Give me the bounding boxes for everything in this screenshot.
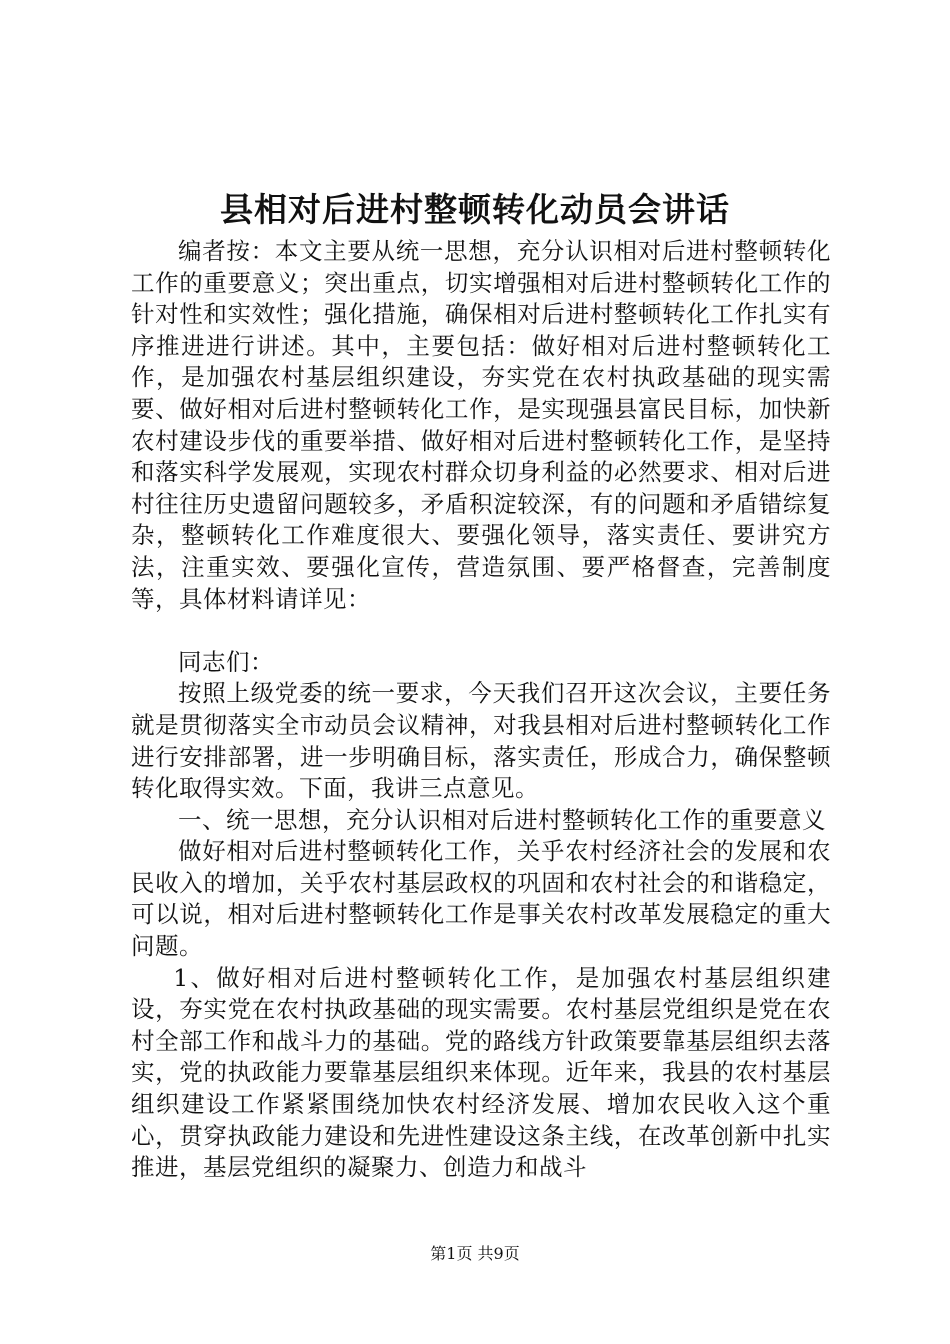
document-title: 县相对后进村整顿转化动员会讲话 xyxy=(220,190,730,229)
body-paragraph: 做好相对后进村整顿转化工作，关乎农村经济社会的发展和农民收入的增加，关乎农村基层政权的巩固和农村社会的和谐稳定，可以说，相对后进村整顿转化工作是事关农村改革发展稳定的重大问题。 xyxy=(131,837,831,961)
body-paragraph: 按照上级党委的统一要求，今天我们召开这次会议，主要任务就是贯彻落实全市动员会议精神，对我县相对后进村整顿转化工作进行安排部署，进一步明确目标，落实责任，形成合力，确保整顿转化取得实效。下面，我讲三点意见。 xyxy=(131,679,831,803)
document-body xyxy=(131,236,831,1184)
page-number-footer: 第1页 共9页 xyxy=(430,1244,520,1263)
numbered-paragraph: 1、做好相对后进村整顿转化工作，是加强农村基层组织建设，夯实党在农村执政基础的现实需要。农村基层党组织是党在农村全部工作和战斗力的基础。党的路线方针政策要靠基层组织去落实，党的执政能力要靠基层组织来体现。近年来，我县的农村基层组织建设工作紧紧围绕加快农村经济发展、增加农民收入这个重心，贯穿执政能力建设和先进性建设这条主线，在改革创新中扎实推进，基层党组织的凝聚力、创造力和战斗 xyxy=(131,963,831,1182)
editor-note-paragraph: 编者按：本文主要从统一思想，充分认识相对后进村整顿转化工作的重要意义；突出重点，切实增强相对后进村整顿转化工作的针对性和实效性；强化措施，确保相对后进村整顿转化工作扎实有序推进进行讲述。其中，主要包括：做好相对后进村整顿转化工作，是加强农村基层组织建设，夯实党在农村执政基础的现实需要、做好相对后进村整顿转化工作，是实现强县富民目标，加快新农村建设步伐的重要举措、做好相对后进村整顿转化工作，是坚持和落实科学发展观，实现农村群众切身利益的必然要求、相对后进村往往历史遗留问题较多，矛盾积淀较深，有的问题和矛盾错综复杂，整顿转化工作难度很大、要强化领导，落实责任、要讲究方法，注重实效、要强化宣传，营造氛围、要严格督查，完善制度等，具体材料请详见： xyxy=(131,237,831,613)
salutation: 同志们： xyxy=(178,647,274,676)
section-heading: 一、统一思想，充分认识相对后进村整顿转化工作的重要意义 xyxy=(178,805,826,834)
